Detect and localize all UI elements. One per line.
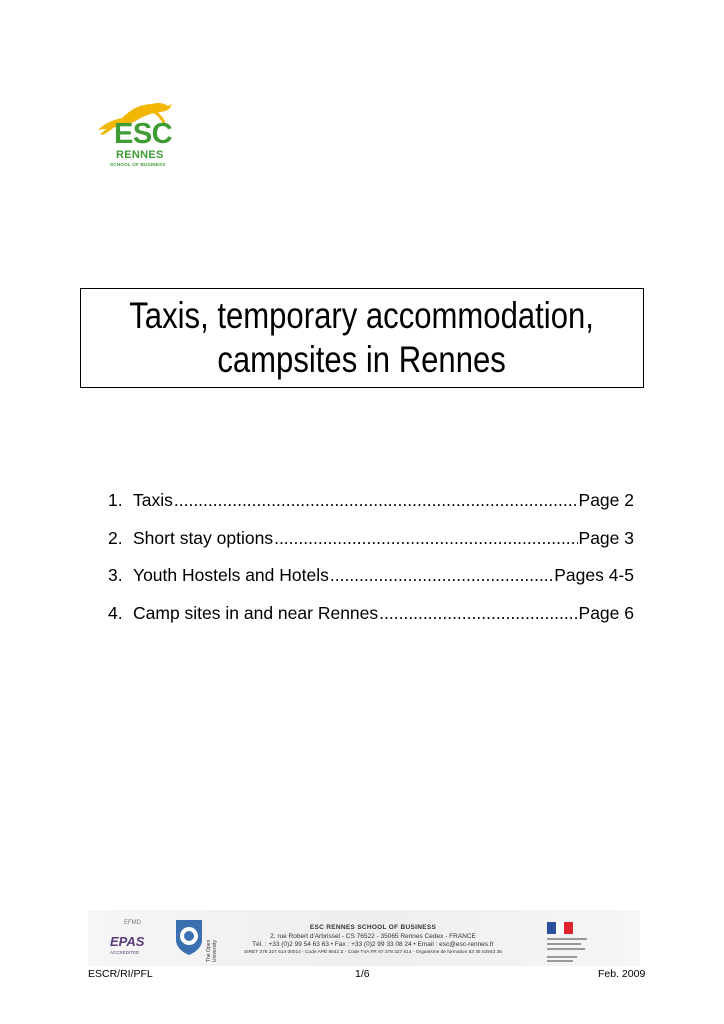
ministry-text-line [547,956,577,958]
efmd-label: EFMD [124,920,141,926]
ministry-text-line [547,938,587,940]
toc-page: Page 2 [578,490,634,510]
toc-page: Pages 4-5 [554,565,634,585]
toc-item[interactable] [108,603,634,641]
epas-label: EPAS [110,934,145,949]
toc-label: Taxis [133,490,173,510]
logo-word: ESC [114,118,173,150]
footer-school-info [228,924,518,955]
toc-number: 2. [108,527,123,548]
logo-tagline: SCHOOL OF BUSINESS [110,162,166,167]
title-line-2: campsites in Rennes [217,339,507,380]
ministry-logo [544,922,594,962]
toc-leader [174,490,578,511]
toc-label: Short stay options [133,527,274,548]
toc-label: Youth Hostels and Hotels [133,565,329,585]
toc-item[interactable] [108,528,634,566]
open-university-label: The Open University [206,939,218,962]
page-title [130,294,595,382]
ministry-text-line [547,943,581,945]
toc-leader [274,528,577,549]
toc-page: Page 6 [578,602,634,623]
page-number: 1/6 [355,968,370,980]
ministry-text-line [547,960,573,962]
toc-number: 1. [108,490,123,510]
toc-label: Camp sites in and near Rennes [133,602,379,623]
document-date: Feb. 2009 [598,968,646,980]
ministry-text-line [547,948,585,950]
toc-leader [330,565,553,586]
esc-rennes-logo [94,98,186,174]
table-of-contents [108,490,634,640]
open-university-shield-icon [174,918,204,956]
toc-number: 3. [108,565,123,585]
footer-legal: SIRET 378 327 514 00014 - Code APE 8542 Z - Code TVA FR 67 378 327 514 - Organisme de formation 53 35 02943 35 [244,950,502,955]
footer-band [88,910,640,966]
logo-subtitle: RENNES [116,149,164,161]
efmd-epas-logo [110,920,156,962]
toc-number: 4. [108,602,123,623]
title-box [80,288,644,388]
footer-contact: Tél. : +33 (0)2 99 54 63 63 • Fax : +33 (0)2 99 33 08 24 • Email : esc@esc-rennes.fr [252,941,494,948]
footer-address: 2, rue Robert d'Arbrissel - CS 76522 - 35065 Rennes Cedex - FRANCE [270,933,476,940]
title-line-1: Taxis, temporary accommodation, [129,295,595,336]
french-flag-icon [547,922,573,934]
document-reference: ESCR/RI/PFL [88,968,153,980]
toc-leader [379,603,577,624]
toc-page: Page 3 [578,527,634,548]
footer-school-name: ESC RENNES SCHOOL OF BUSINESS [309,924,437,931]
toc-item[interactable] [108,490,634,528]
epas-accredited-label: ACCREDITED [110,950,140,955]
toc-item[interactable] [108,565,634,603]
